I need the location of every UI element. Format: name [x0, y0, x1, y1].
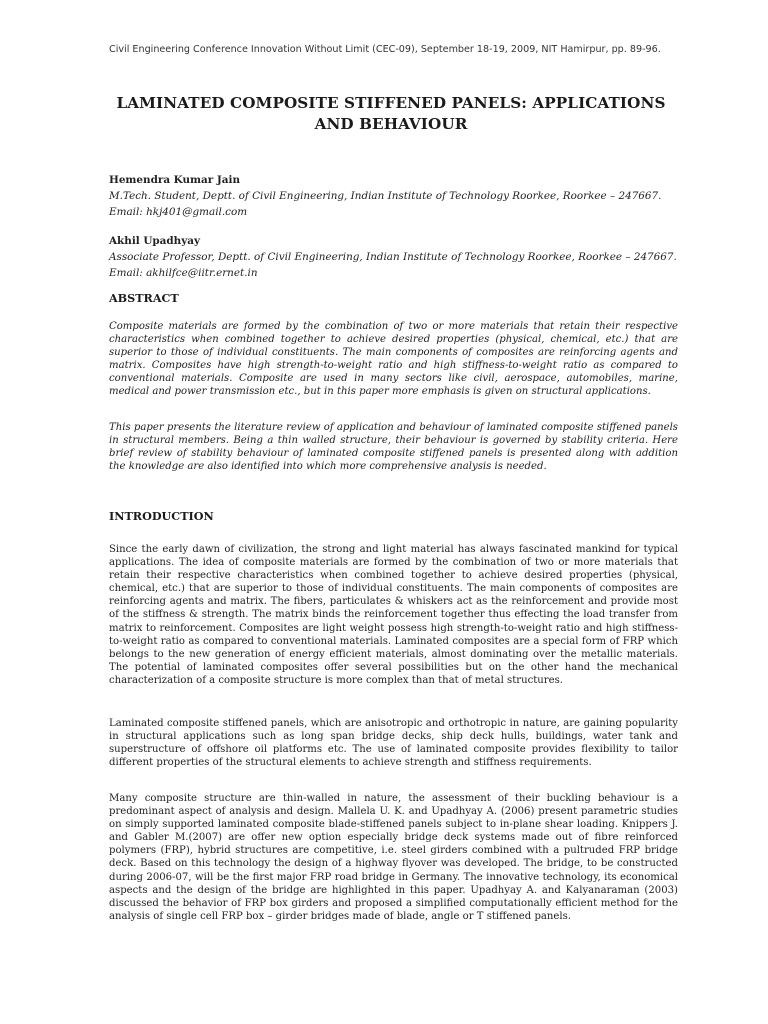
author-email: Email: hkj401@gmail.com — [109, 206, 248, 218]
paper-title — [80, 93, 702, 135]
author-2 — [109, 233, 678, 281]
author-1 — [109, 172, 678, 220]
abstract-paragraph-1: Composite materials are formed by the combination of two or more materials that retain their respective characteristics when combined together to achieve desired properties (physical, chemical, etc.) that are superior to those of individual constituents. The main components of composites are reinforcing agents and matrix. Composites have high strength-to-weight ratio and high stiffness-to-weight ratio as compared to conventional materials. Composite are used in many sectors like civil, aerospace, automobiles, marine, medical and power transmission etc., but in this paper more emphasis is given on structural applications. — [109, 321, 678, 398]
introduction-paragraph-3: Many composite structure are thin-walled in nature, the assessment of their buckling behaviour is a predominant aspect of analysis and design. Mallela U. K. and Upadhyay A. (2006) present parametric studies on simply supported laminated composite blade-stiffened panels subject to in-plane shear loading. Knippers J. and Gabler M.(2007) are offer new option especially bridge deck systems made out of fibre reinforced polymers (FRP), hybrid structures are competitive, i.e. steel girders combined with a pultruded FRP bridge deck. Based on this technology the design of a highway flyover was developed. The bridge, to be constructed during 2006-07, will be the first major FRP road bridge in Germany. The innovative technology, its economical aspects and the design of the bridge are highlighted in this paper. Upadhyay A. and Kalyanaraman (2003) discussed the behavior of FRP box girders and proposed a simplified computationally efficient method for the analysis of single cell FRP box – girder bridges made of blade, angle or T stiffened panels. — [109, 793, 678, 922]
introduction-paragraph-1: Since the early dawn of civilization, the strong and light material has always fascinated mankind for typical applications. The idea of composite materials are formed by the combination of two or more materials that retain their respective characteristics when combined together to achieve desired properties (physical, chemical, etc.) that are superior to those of individual constituents. The main components of composites are reinforcing agents and matrix. The fibers, particulates & whiskers act as the reinforcement and provide most of the stiffness & strength. The matrix binds the reinforcement together thus effecting the load transfer from matrix to reinforcement. Composites are light weight possess high strength-to-weight ratio and high stiffness-to-weight ratio as compared to conventional materials. Laminated composites are a special form of FRP which belongs to the new generation of energy efficient materials, almost dominating over the metallic materials. The potential of laminated composites offer several possibilities but on the other hand the mechanical characterization of a composite structure is more complex than that of metal structures. — [109, 544, 678, 686]
author-name: Hemendra Kumar Jain — [109, 174, 241, 186]
author-email: Email: akhilfce@iitr.ernet.in — [109, 267, 258, 279]
abstract-paragraph-2: This paper presents the literature review of application and behaviour of laminated composite stiffened panels in structural members. Being a thin walled structure, their behaviour is governed by stability criteria. Here brief review of stability behaviour of laminated composite stiffened panels is presented along with addition the knowledge are also identified into which more comprehensive analysis is needed. — [109, 422, 678, 473]
author-affiliation: Associate Professor, Deptt. of Civil Engineering, Indian Institute of Technology Roorkee, Roorkee – 247667. — [109, 251, 677, 263]
abstract-heading: ABSTRACT — [109, 291, 179, 305]
introduction-heading: INTRODUCTION — [109, 509, 214, 523]
author-name: Akhil Upadhyay — [109, 235, 201, 247]
introduction-paragraph-2: Laminated composite stiffened panels, which are anisotropic and orthotropic in nature, are gaining popularity in structural applications such as long span bridge decks, ship deck hulls, buildings, water tank and superstructure of offshore oil platforms etc. The use of laminated composite provides flexibility to tailor different properties of the structural elements to achieve strength and stiffness requirements. — [109, 718, 678, 769]
conference-citation: Civil Engineering Conference Innovation Without Limit (CEC-09), September 18-19, 2009, NIT Hamirpur, pp. 89-96. — [109, 44, 661, 55]
paper-title-line-2: AND BEHAVIOUR — [314, 115, 468, 133]
paper-title-line-1: LAMINATED COMPOSITE STIFFENED PANELS: APPLICATIONS — [116, 94, 666, 112]
author-affiliation: M.Tech. Student, Deptt. of Civil Engineering, Indian Institute of Technology Roorkee, Roorkee – 247667. — [109, 190, 662, 202]
